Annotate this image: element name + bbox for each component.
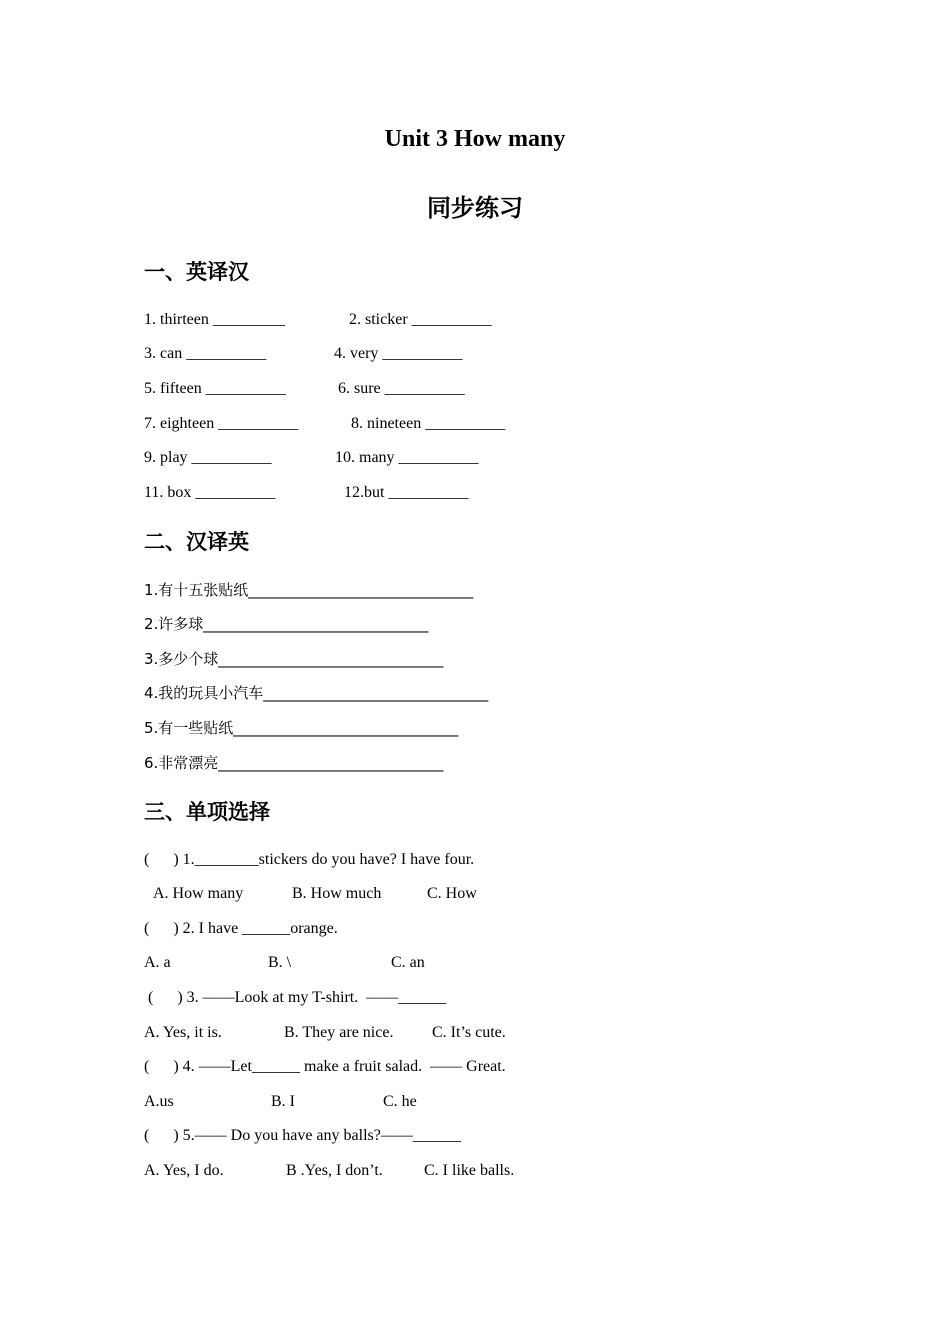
vocab-item-12: 12.but __________ [344, 484, 469, 501]
phrase-item-5: 5.有一些贴纸______________________________ [144, 719, 459, 737]
question-5-stem: ( ) 5.—— Do you have any balls?——______ [144, 1127, 461, 1144]
question-5-option-b: B .Yes, I don’t. [286, 1162, 383, 1179]
question-4-option-c: C. he [383, 1093, 417, 1110]
page-title: Unit 3 How many [384, 126, 566, 152]
phrase-item-1: 1.有十五张贴纸______________________________ [144, 581, 474, 599]
vocab-item-3: 3. can __________ [144, 345, 267, 362]
question-4-option-b: B. I [271, 1093, 295, 1110]
vocab-item-9: 9. play __________ [144, 449, 272, 466]
question-3-stem: ( ) 3. ——Look at my T-shirt. ——______ [148, 989, 447, 1006]
vocab-item-4: 4. very __________ [334, 345, 463, 362]
question-3-option-c: C. It’s cute. [432, 1024, 506, 1041]
question-1-option-a: A. How many [153, 885, 244, 902]
vocab-item-5: 5. fifteen __________ [144, 380, 286, 397]
vocab-item-10: 10. many __________ [335, 449, 479, 466]
vocab-item-7: 7. eighteen __________ [144, 415, 299, 432]
section-2-heading: 二、汉译英 [144, 530, 249, 554]
question-1-option-b: B. How much [292, 885, 382, 902]
phrase-item-2: 2.许多球______________________________ [144, 615, 429, 633]
phrase-item-6: 6.非常漂亮______________________________ [144, 754, 444, 772]
question-1-stem: ( ) 1.________stickers do you have? I have four. [144, 851, 475, 868]
question-5-option-a: A. Yes, I do. [144, 1162, 224, 1179]
question-3-option-a: A. Yes, it is. [144, 1024, 222, 1041]
phrase-item-3: 3.多少个球______________________________ [144, 650, 444, 668]
question-5-option-c: C. I like balls. [424, 1162, 515, 1179]
vocab-item-1: 1. thirteen _________ [144, 311, 285, 328]
question-1-option-c: C. How [427, 885, 477, 902]
page-subtitle: 同步练习 [427, 194, 523, 222]
question-4-option-a: A.us [144, 1093, 174, 1110]
question-2-option-a: A. a [144, 954, 171, 971]
section-1-heading: 一、英译汉 [144, 260, 249, 284]
vocab-item-11: 11. box __________ [144, 484, 276, 501]
vocab-item-6: 6. sure __________ [338, 380, 465, 397]
question-4-stem: ( ) 4. ——Let______ make a fruit salad. —— Great. [144, 1058, 506, 1075]
question-3-option-b: B. They are nice. [284, 1024, 394, 1041]
question-2-option-c: C. an [391, 954, 425, 971]
section-3-heading: 三、单项选择 [144, 800, 270, 824]
question-2-option-b: B. \ [268, 954, 292, 971]
question-2-stem: ( ) 2. I have ______orange. [144, 920, 338, 937]
vocab-item-2: 2. sticker __________ [349, 311, 492, 328]
phrase-item-4: 4.我的玩具小汽车______________________________ [144, 684, 489, 702]
vocab-item-8: 8. nineteen __________ [351, 415, 506, 432]
